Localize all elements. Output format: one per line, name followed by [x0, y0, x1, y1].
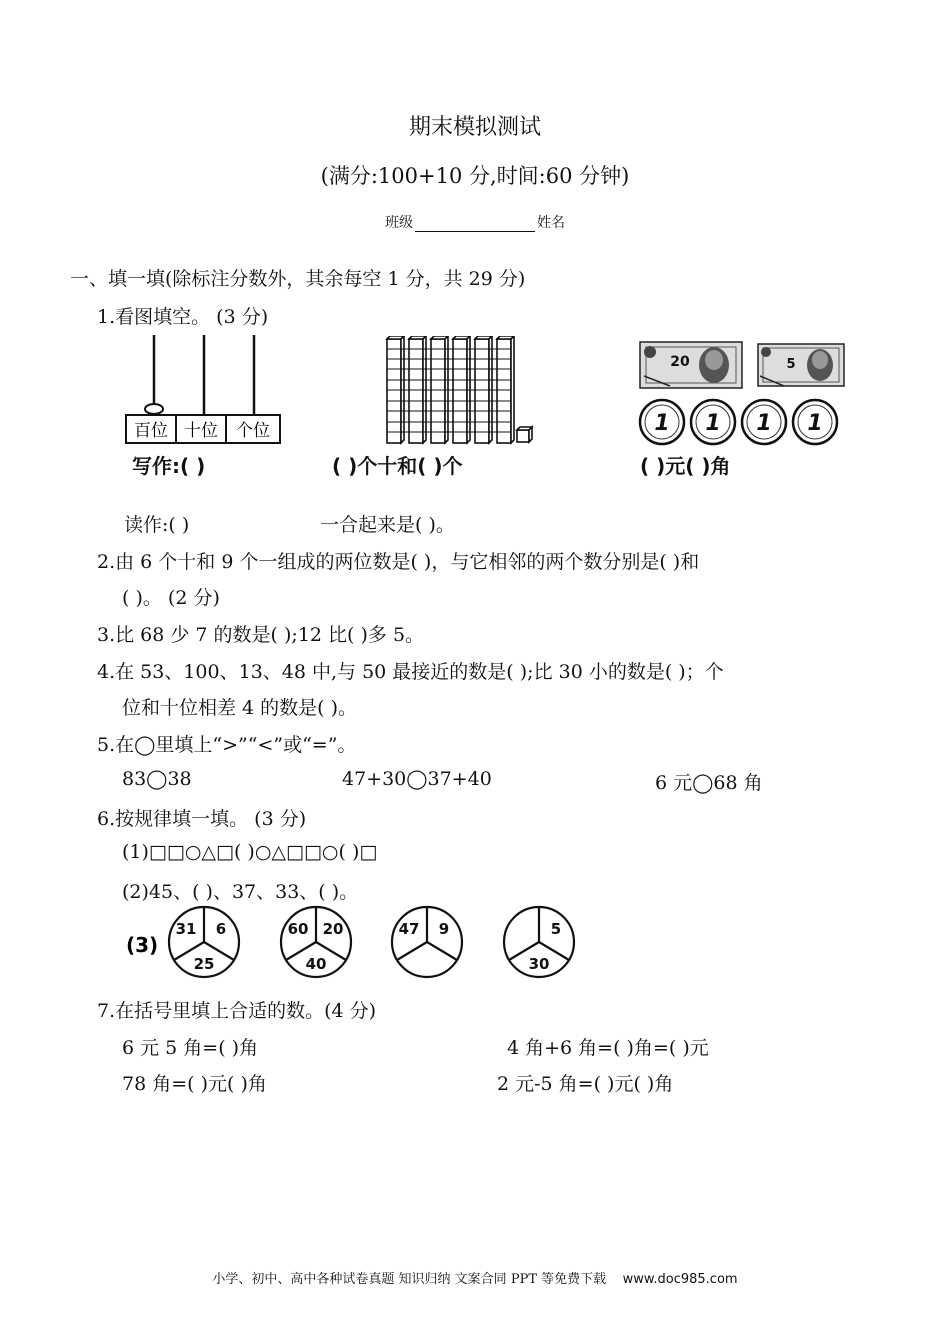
q7-item-3: 78 角=( )元( )角 [122, 1073, 267, 1095]
circle2-b: 20 [322, 920, 344, 938]
banknote-20-value: 20 [670, 354, 690, 370]
q7-item-4: 2 元-5 角=( )元( )角 [497, 1073, 674, 1095]
q4-line1: 4.在 53、100、13、48 中,与 50 最接近的数是( );比 30 小的数是( )；个 [97, 661, 724, 683]
q3: 3.比 68 少 7 的数是( );12 比( )多 5。 [97, 624, 425, 646]
q7-item-1: 6 元 5 角=( )角 [122, 1037, 259, 1059]
q6-circles-figure [122, 902, 592, 984]
circle2-c: 40 [305, 955, 327, 973]
abacus-label-hundreds: 百位 [134, 421, 168, 441]
q6-title: 6.按规律填一填。 (3 分) [97, 808, 307, 830]
class-label: 班级 [385, 215, 413, 231]
class-name-line [0, 212, 950, 232]
q5-title: 5.在◯里填上“>”“<”或“=”。 [97, 734, 357, 756]
q6-part1: (1)□□○△□( )○△□□○( )□ [122, 841, 378, 863]
q2-line2: ( )。 (2 分) [122, 587, 220, 609]
footer [0, 1268, 950, 1287]
unit-cube [517, 427, 532, 442]
coin-4-value: 1 [807, 411, 823, 436]
coin-3-value: 1 [756, 411, 772, 436]
abacus-label-tens: 十位 [184, 421, 218, 441]
q1-write-label: 写作:( ) [132, 454, 206, 478]
name-label: 姓名 [537, 215, 565, 231]
circle1-b: 6 [215, 920, 227, 938]
q1-money-label: ( )元( )角 [640, 454, 731, 478]
circle1-a: 31 [175, 920, 197, 938]
circle2-a: 60 [287, 920, 309, 938]
section-heading: 一、填一填(除标注分数外，其余每空 1 分，共 29 分) [70, 268, 526, 290]
footer-text: 小学、初中、高中各种试卷真题 知识归纳 文案合同 PPT 等免费下载 [212, 1272, 607, 1287]
class-blank [415, 217, 535, 232]
page-title: 期末模拟测试 [408, 115, 541, 140]
banknote-5-value: 5 [786, 357, 796, 372]
q4-line2: 位和十位相差 4 的数是( )。 [122, 697, 358, 719]
circle3-a: 47 [398, 920, 420, 938]
circle3-b: 9 [438, 920, 450, 938]
abacus-label-ones: 个位 [236, 421, 270, 441]
q5-item-1: 83◯38 [122, 768, 192, 790]
circle4-b: 5 [550, 920, 562, 938]
page-subtitle: (满分:100+10 分,时间:60 分钟) [320, 164, 630, 188]
q6-part3-label: (3) [126, 933, 159, 957]
q1-title: 1.看图填空。 (3 分) [97, 306, 269, 328]
circle1-c: 25 [193, 955, 215, 973]
tens-blocks-figure [385, 336, 535, 446]
q2-line1: 2.由 6 个十和 9 个一组成的两位数是( )，与它相邻的两个数分别是( )和 [97, 551, 700, 573]
coin-1-value: 1 [654, 411, 670, 436]
q5-item-2: 47+30◯37+40 [342, 768, 492, 790]
banknote-20 [640, 342, 742, 388]
q1-read-label: 读作:( ) [124, 514, 190, 536]
circle4-c: 30 [528, 955, 550, 973]
q6-part2: (2)45、( )、37、33、( )。 [122, 881, 359, 903]
money-figure [638, 338, 848, 446]
footer-url[interactable]: www.doc985.com [622, 1272, 738, 1287]
q1-total-label: 一合起来是( )。 [320, 514, 455, 536]
q5-item-3: 6 元◯68 角 [655, 772, 763, 794]
abacus-figure [122, 335, 287, 447]
q1-blocks-label: ( )个十和( )个 [332, 454, 463, 478]
banknote-5 [758, 344, 844, 386]
q7-title: 7.在括号里填上合适的数。(4 分) [97, 1000, 377, 1022]
coin-2-value: 1 [705, 411, 721, 436]
q7-item-2: 4 角+6 角=( )角=( )元 [507, 1037, 709, 1059]
